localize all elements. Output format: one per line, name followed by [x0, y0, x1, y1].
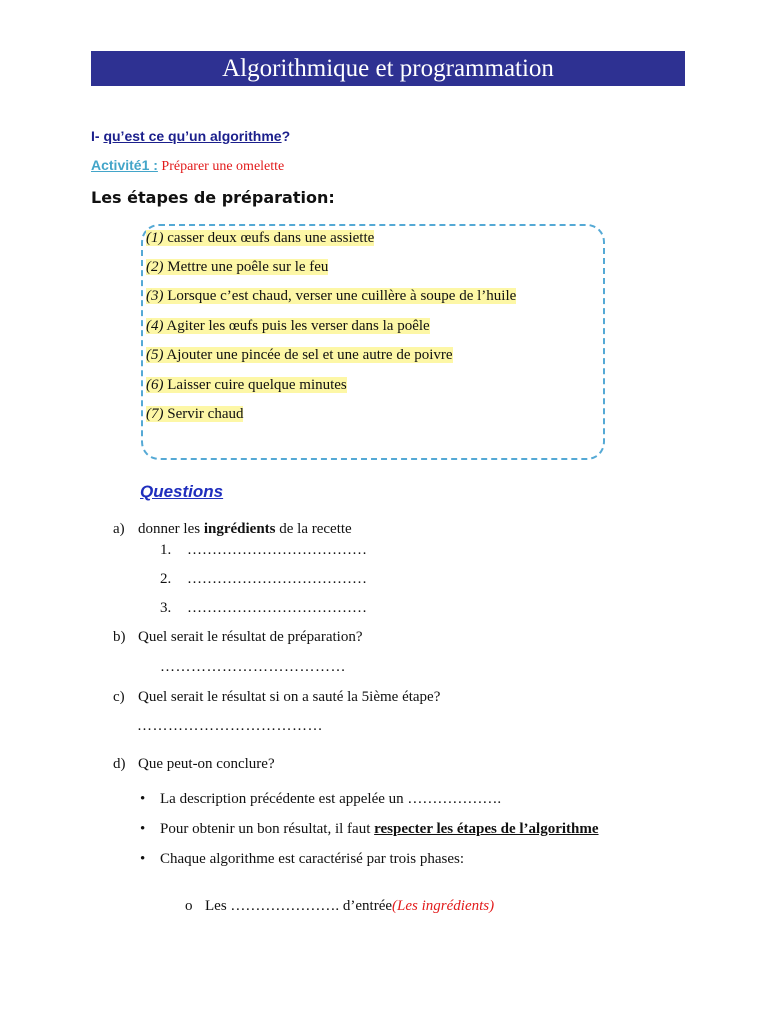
step-number: (6) [146, 377, 164, 393]
page-title: Algorithmique et programmation [222, 54, 554, 82]
step-number: (7) [146, 406, 164, 422]
step-text: Servir chaud [163, 406, 244, 422]
answer-dots: ……………………………… [187, 600, 367, 616]
step-4 [146, 318, 430, 335]
step-3 [146, 288, 516, 305]
question-text: Quel serait le résultat si on a sauté la 5ième étape? [138, 689, 441, 705]
answer-dots-c[interactable]: ……………………………… [137, 718, 323, 734]
activity-label: Activité1 : [91, 157, 158, 173]
activity-line [91, 157, 284, 175]
sub-bullet-note: (Les ingrédients) [392, 898, 495, 914]
question-text: donner les [138, 521, 204, 537]
step-text: casser deux œufs dans une assiette [163, 230, 375, 246]
bullet-icon: • [140, 791, 146, 807]
item-number: 2. [160, 571, 172, 587]
section-link[interactable]: qu’est ce qu’un algorithme [103, 128, 282, 144]
step-6 [146, 377, 347, 394]
bullet-icon: • [140, 821, 146, 837]
sub-bullet-1 [185, 898, 494, 915]
step-7 [146, 406, 243, 423]
step-number: (5) [146, 347, 164, 363]
bullet-text: La description précédente est appelée un ………………. [160, 791, 502, 807]
steps-heading: Les étapes de préparation: [91, 188, 335, 207]
bullet-text: Chaque algorithme est caractérisé par trois phases: [160, 851, 465, 867]
answer-item-2[interactable] [160, 571, 367, 588]
bullet-text: Pour obtenir un bon résultat, il faut [160, 821, 375, 837]
section-suffix: ? [281, 128, 291, 144]
question-text: Que peut-on conclure? [138, 756, 275, 772]
question-letter: b) [113, 629, 126, 645]
question-letter: a) [113, 521, 125, 537]
question-a [113, 521, 352, 538]
bullet-3 [140, 851, 464, 868]
step-text: Ajouter une pincée de sel et une autre de poivre [163, 347, 453, 363]
step-1 [146, 230, 374, 247]
step-text: Mettre une poêle sur le feu [163, 259, 329, 275]
step-text: Agiter les œufs puis les verser dans la poêle [163, 318, 430, 334]
question-b [113, 629, 362, 646]
question-d [113, 756, 275, 773]
page-title-banner [91, 51, 685, 86]
item-number: 3. [160, 600, 172, 616]
answer-dots-b[interactable]: ……………………………… [160, 659, 346, 675]
question-bold: ingrédients [203, 521, 276, 537]
answer-dots: ……………………………… [187, 542, 367, 558]
step-2 [146, 259, 328, 276]
answer-item-3[interactable] [160, 600, 367, 617]
question-letter: d) [113, 756, 126, 772]
step-number: (2) [146, 259, 164, 275]
answer-item-1[interactable] [160, 542, 367, 559]
question-text-end: de la recette [275, 521, 352, 537]
bullet-icon: • [140, 851, 146, 867]
answer-dots: ……………………………… [187, 571, 367, 587]
step-number: (3) [146, 288, 164, 304]
questions-heading: Questions [140, 482, 224, 501]
bullet-1 [140, 791, 501, 808]
step-text: Lorsque c’est chaud, verser une cuillère à soupe de l’huile [163, 288, 517, 304]
sub-bullet-text: Les …………………. d’entrée [205, 898, 393, 914]
question-c [113, 689, 440, 706]
bullet-strong-text: respecter les étapes de l’algorithme [374, 821, 599, 837]
step-number: (4) [146, 318, 164, 334]
step-5 [146, 347, 453, 364]
question-text: Quel serait le résultat de préparation? [138, 629, 363, 645]
step-text: Laisser cuire quelque minutes [163, 377, 347, 393]
sub-bullet-marker: o [185, 898, 193, 914]
step-number: (1) [146, 230, 164, 246]
section-heading [91, 128, 290, 144]
section-number: I- [91, 128, 104, 144]
activity-text: Préparer une omelette [157, 159, 285, 174]
item-number: 1. [160, 542, 172, 558]
question-letter: c) [113, 689, 125, 705]
bullet-2 [140, 821, 599, 838]
